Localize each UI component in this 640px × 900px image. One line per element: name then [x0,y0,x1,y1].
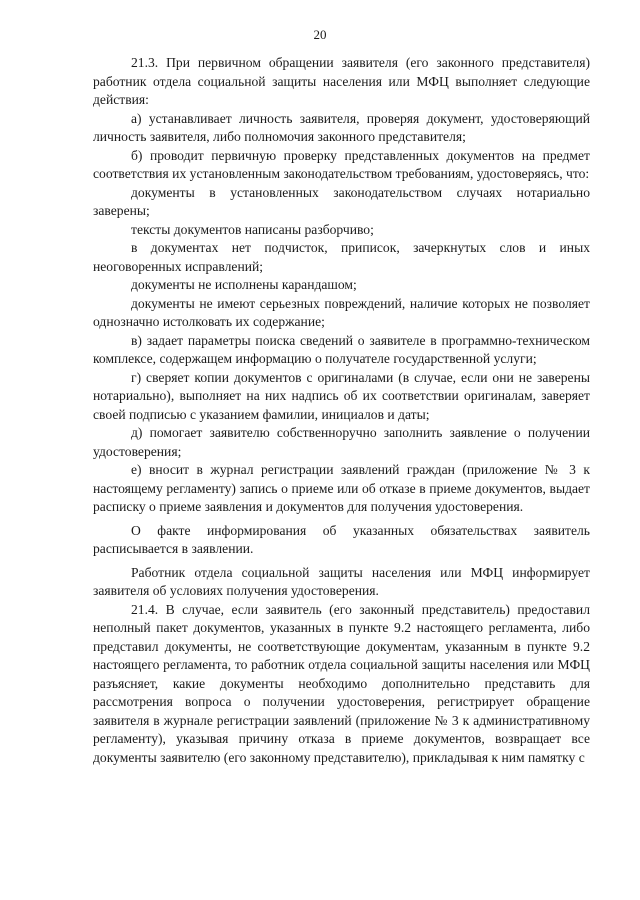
paragraph-item-e: е) вносит в журнал регистрации заявлений граждан (приложение № 3 к настоящему регламенту) запись о приеме или об отказе в приеме документов, выдает расписку о приеме заявления и документов для получения удостоверения. [93,462,590,514]
paragraph-21-4: 21.4. В случае, если заявитель (его законный представитель) предоставил неполный пакет документов, указанных в пункте 9.2 настоящего регламента, либо представил документы, не соответствующие документам, указанным в пункте 9.2 настоящего регламента, то работник отдела социальной защиты населения или МФЦ разъясняет, какие документы необходимо дополнительно представить для рассмотрения вопроса о получении удостоверения, регистрирует обращение заявителя в журнале регистрации заявлений (приложение № 3 к административному регламенту), указывая причину отказа в приеме документов, возвращает все документы заявителю (его законному представителю), прикладывая к ним памятку с [93,601,590,765]
paragraph-conditions-info: Работник отдела социальной защиты населения или МФЦ информирует заявителя об условиях получения удостоверения. [93,564,590,598]
paragraph-no-pencil: документы не исполнены карандашом; [131,277,357,292]
paragraph-item-a: а) устанавливает личность заявителя, проверяя документ, удостоверяющий личность заявителя, либо полномочия законного представителя; [93,110,590,144]
paragraph-item-v: в) задает параметры поиска сведений о заявителе в программно-техническом комплексе, содержащем информацию о получателе государственной услуги; [93,332,590,366]
document-body [93,54,590,767]
paragraph-21-3: 21.3. При первичном обращении заявителя (его законного представителя) работник отдела социальной защиты населения или МФЦ выполняет следующие действия: [93,55,590,107]
paragraph-informing-fact: О факте информирования об указанных обязательствах заявитель расписывается в заявлении. [93,522,590,556]
paragraph-item-d: д) помогает заявителю собственноручно заполнить заявление о получении удостоверения; [93,425,590,459]
paragraph-no-erasures: в документах нет подчисток, приписок, зачеркнутых слов и иных неоговоренных исправлений; [93,240,590,274]
paragraph-item-b: б) проводит первичную проверку представленных документов на предмет соответствия их установленным законодательством требованиям, удостоверяясь, что: [93,147,590,181]
paragraph-item-g: г) сверяет копии документов с оригиналами (в случае, если они не заверены нотариально), выполняет на них надпись об их соответствии оригиналам, заверяет своей подписью с указанием фамилии, инициалов и даты; [93,369,590,422]
paragraph-no-damage: документы не имеют серьезных повреждений, наличие которых не позволяет однозначно истолковать их содержание; [93,295,590,329]
page-number: 20 [313,27,327,42]
paragraph-notarized: документы в установленных законодательством случаях нотариально заверены; [93,184,590,218]
paragraph-legible: тексты документов написаны разборчиво; [131,221,374,237]
